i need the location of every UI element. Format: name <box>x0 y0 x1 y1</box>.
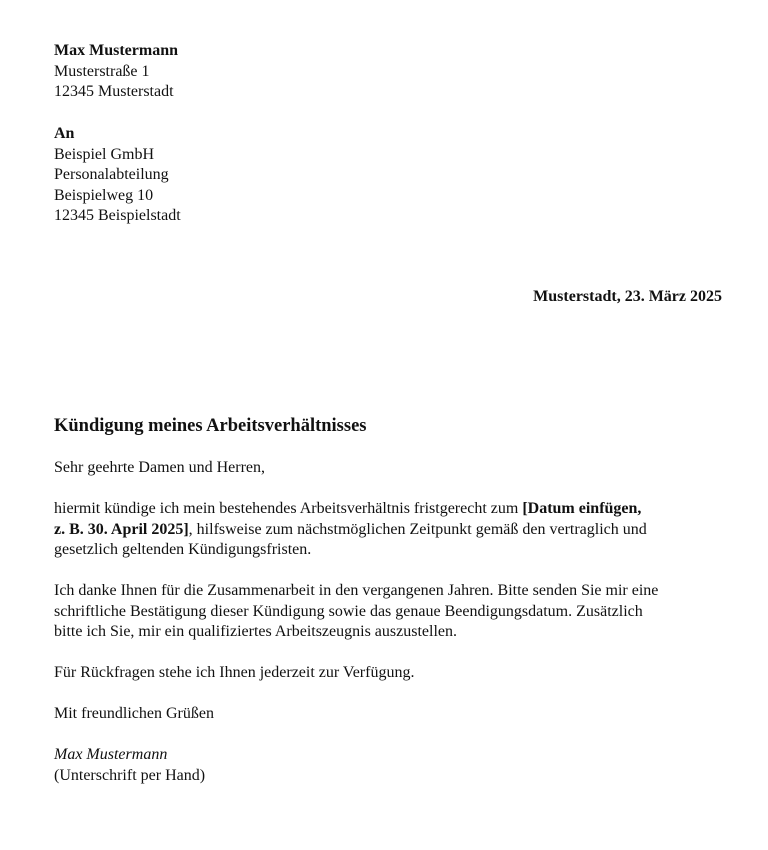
signature-note: (Unterschrift per Hand) <box>54 766 206 784</box>
sender-address <box>54 41 178 103</box>
recipient-street: Beispielweg 10 <box>54 186 154 204</box>
subject-line: Kündigung meines Arbeitsverhältnisses <box>54 416 367 436</box>
place-date: Musterstadt, 23. März 2025 <box>533 288 722 305</box>
sender-city: 12345 Musterstadt <box>54 83 174 100</box>
recipient-department: Personalabteilung <box>54 166 169 183</box>
date-placeholder-2: z. B. 30. April 2025] <box>54 520 189 538</box>
body-paragraph-questions: Für Rückfragen stehe ich Ihnen jederzeit zur Verfügung. <box>54 664 415 681</box>
letter-page <box>54 0 722 850</box>
signature-block <box>54 745 722 786</box>
date-placeholder-1: [Datum einfügen, <box>522 500 642 517</box>
thanks-line-2: schriftliche Bestätigung dieser Kündigung sowie das genaue Beendigungsdatum. Zusätzlich <box>54 602 643 620</box>
recipient-city: 12345 Beispielstadt <box>54 207 181 224</box>
signature-name: Max Mustermann <box>54 746 168 763</box>
recipient-address <box>54 124 181 227</box>
salutation: Sehr geehrte Damen und Herren, <box>54 459 266 476</box>
recipient-label: An <box>54 125 75 142</box>
body-paragraph-notice <box>54 499 722 561</box>
notice-text-1: hiermit kündige ich mein bestehendes Arbeitsverhältnis fristgerecht zum <box>54 500 523 517</box>
thanks-line-3: bitte ich Sie, mir ein qualifiziertes Arbeitszeugnis auszustellen. <box>54 623 457 640</box>
body-paragraph-thanks <box>54 581 722 643</box>
closing-phrase: Mit freundlichen Grüßen <box>54 705 214 722</box>
sender-name: Max Mustermann <box>54 42 178 59</box>
notice-text-2: , hilfsweise zum nächstmöglichen Zeitpunkt gemäß den vertraglich und <box>188 520 647 538</box>
notice-text-3: gesetzlich geltenden Kündigungsfristen. <box>54 541 312 558</box>
recipient-company: Beispiel GmbH <box>54 145 154 163</box>
sender-street: Musterstraße 1 <box>54 62 150 80</box>
thanks-line-1: Ich danke Ihnen für die Zusammenarbeit in den vergangenen Jahren. Bitte senden Sie mir eine <box>54 582 659 599</box>
